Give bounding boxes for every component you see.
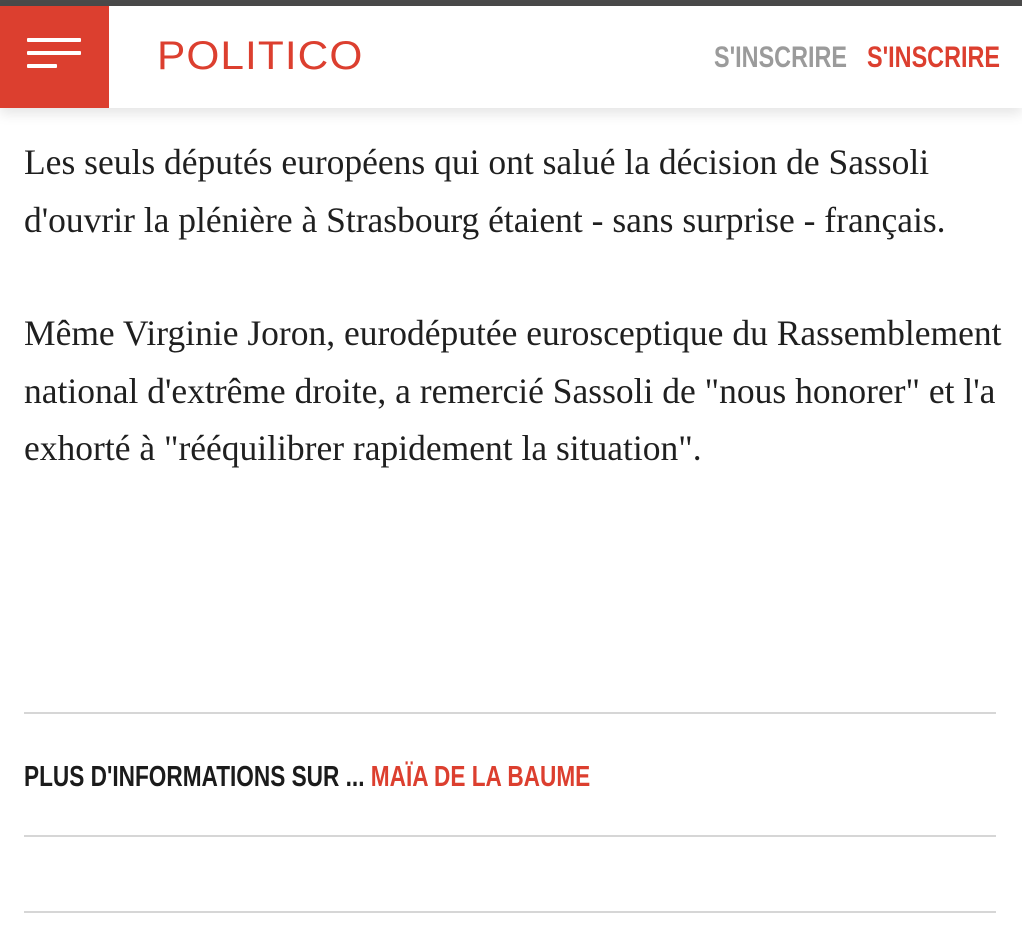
author-link[interactable]: MAÏA DE LA BAUME [370, 761, 591, 793]
politico-logo[interactable]: POLITICO [157, 34, 364, 78]
subscribe-link-primary[interactable]: S'INSCRIRE [867, 41, 1000, 74]
menu-icon-bar [27, 38, 81, 42]
site-header [0, 6, 1022, 108]
subscribe-link-secondary[interactable]: S'INSCRIRE [714, 41, 847, 74]
article-body [24, 134, 1004, 534]
menu-icon-bar [27, 64, 57, 68]
section-divider [24, 835, 996, 837]
menu-icon-bar [27, 51, 81, 55]
more-info-line [24, 759, 590, 795]
menu-button[interactable] [0, 6, 109, 108]
more-info-label: PLUS D'INFORMATIONS SUR ... [24, 761, 365, 793]
article-paragraph: Les seuls députés européens qui ont salué la décision de Sassoli d'ouvrir la plénière à Strasbourg étaient - sans surprise - français. [24, 142, 946, 240]
article-paragraph: Même Virginie Joron, eurodéputée eurosceptique du Rassemblement national d'extrême droite, a remercié Sassoli de "nous honorer" et l'a exhorté à "rééquilibrer rapidement la situation". [24, 313, 1002, 468]
section-divider [24, 712, 996, 714]
section-divider [24, 911, 996, 913]
